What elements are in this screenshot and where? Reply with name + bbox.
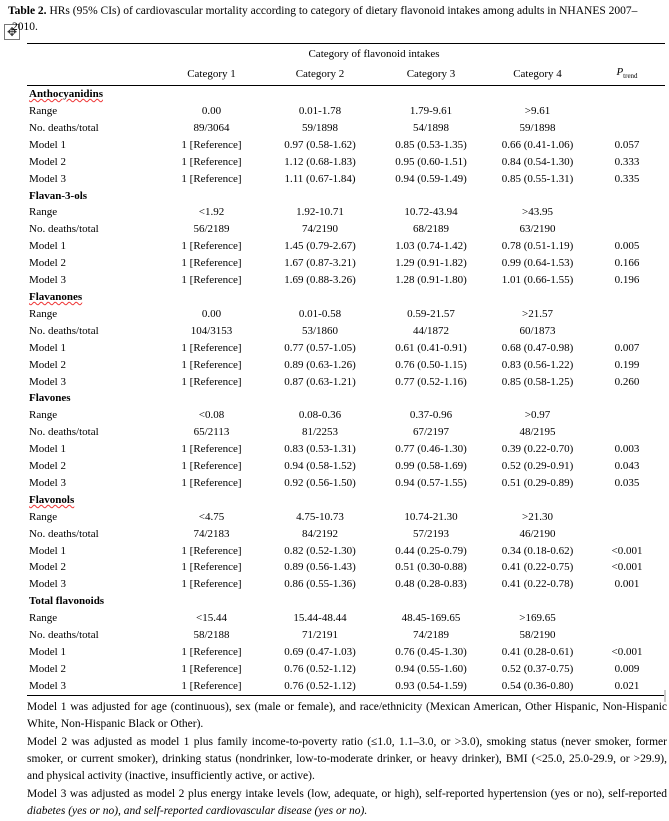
row-label: Model 2 <box>29 358 66 371</box>
flavonoid-hr-table <box>27 43 665 696</box>
row-label: Model 2 <box>29 662 66 675</box>
row-label: Model 1 <box>29 443 66 456</box>
table-row <box>27 441 665 458</box>
row-label: Model 3 <box>29 476 66 489</box>
cell-category-1: 1 [Reference] <box>181 646 242 658</box>
cell-category-2: 4.75-10.73 <box>296 510 344 523</box>
cell-category-4: >21.30 <box>522 510 553 523</box>
table-row <box>27 407 665 424</box>
cell-category-2: 0.87 (0.63-1.21) <box>284 375 356 388</box>
cell-category-2: 0.92 (0.56-1.50) <box>284 476 356 489</box>
cell-category-4: 48/2195 <box>519 426 556 439</box>
cell-p-trend <box>589 221 665 238</box>
cell-category-2: 74/2190 <box>301 223 339 236</box>
table-row <box>27 610 665 627</box>
cell-category-3: 74/2189 <box>412 629 450 642</box>
row-label: Model 3 <box>27 678 159 695</box>
cell-category-2: 0.83 (0.53-1.31) <box>284 443 356 456</box>
cell-category-4: >0.97 <box>524 409 551 422</box>
table-row <box>27 306 665 323</box>
table-row <box>27 509 665 526</box>
cell-category-2: 0.76 (0.52-1.12) <box>264 678 376 695</box>
table-row <box>27 221 665 238</box>
cell-category-4: 60/1873 <box>519 324 556 337</box>
cell-p-trend <box>589 407 665 424</box>
cell-category-1: 1 [Reference] <box>159 678 264 695</box>
cell-category-4: 59/1898 <box>519 121 556 134</box>
row-label: No. deaths/total <box>29 223 99 236</box>
cell-category-3: 68/2189 <box>412 223 450 236</box>
table-row <box>27 526 665 543</box>
cell-p-trend: 0.057 <box>614 138 640 151</box>
group-name: Flavanones <box>29 290 83 303</box>
cell-category-2: 0.08-0.36 <box>298 409 342 422</box>
cell-category-4: 1.01 (0.66-1.55) <box>501 274 574 287</box>
spanning-header: Category of flavonoid intakes <box>159 44 589 65</box>
row-label: Model 3 <box>29 172 66 185</box>
cell-category-3: 0.94 (0.55-1.60) <box>395 662 467 675</box>
row-label: Range <box>29 409 58 422</box>
cell-category-2: 0.76 (0.52-1.12) <box>284 662 356 675</box>
table-row <box>27 255 665 272</box>
cell-category-1: 1 [Reference] <box>181 341 242 354</box>
p-trend-label: P <box>616 66 624 78</box>
cell-p-trend <box>589 103 665 120</box>
cell-category-1: 89/3064 <box>193 121 230 134</box>
cell-category-1: <15.44 <box>196 612 227 625</box>
cell-category-1: 1 [Reference] <box>181 476 242 489</box>
cell-category-2: 1.12 (0.68-1.83) <box>284 155 356 168</box>
row-label: Model 2 <box>29 561 66 574</box>
group-name: Flavones <box>29 392 71 405</box>
cell-category-3: 48.45-169.65 <box>401 612 461 625</box>
cell-p-trend: 0.335 <box>614 172 640 185</box>
cell-category-3: 67/2197 <box>412 426 450 439</box>
table-row <box>27 272 665 289</box>
group-row <box>27 492 665 509</box>
cell-category-3: 0.94 (0.57-1.55) <box>395 476 467 489</box>
table-move-handle-icon[interactable]: ✥ <box>4 24 20 40</box>
cell-category-3: 0.76 (0.45-1.30) <box>395 646 467 658</box>
cell-category-2: 0.82 (0.52-1.30) <box>284 544 356 557</box>
cell-category-3: 0.61 (0.41-0.91) <box>395 341 467 354</box>
group-row <box>27 188 665 205</box>
cell-category-4: >169.65 <box>519 612 556 625</box>
cell-category-4: 0.41 (0.22-0.75) <box>501 561 574 574</box>
cell-p-trend: 0.007 <box>614 341 640 354</box>
cell-category-3: 0.77 (0.46-1.30) <box>395 443 467 456</box>
cell-category-4: 0.78 (0.51-1.19) <box>501 240 574 253</box>
row-label: Model 1 <box>29 341 66 354</box>
cell-category-3: 1.79-9.61 <box>409 105 453 117</box>
cell-category-3: 44/1872 <box>412 324 450 337</box>
cell-category-1: 1 [Reference] <box>181 257 242 270</box>
cell-category-1: 74/2183 <box>193 527 230 540</box>
cell-category-1: 1 [Reference] <box>181 240 242 253</box>
cell-category-1: 1 [Reference] <box>181 138 242 151</box>
column-header-category-1: Category 1 <box>159 64 264 86</box>
footnote-model-2: Model 2 was adjusted as model 1 plus family income-to-poverty ratio (≤1.0, 1.1–3.0, or >3.0), smoking status (never smoker, former smoker, or current smoker), drinking status (nondrinker, low-to-moderate drinker, or heavy drinker), BMI (<25.0, 25.0-29.9, or >29.9), and physical activity (inactive, insufficiently active, or active). <box>27 736 667 782</box>
cell-category-3: 10.72-43.94 <box>404 206 458 219</box>
cell-category-4: 0.84 (0.54-1.30) <box>501 155 574 168</box>
cell-category-2: 84/2192 <box>301 527 339 540</box>
cell-p-trend: 0.333 <box>614 155 640 168</box>
cell-p-trend: 0.035 <box>614 476 640 489</box>
table-row <box>27 543 665 560</box>
cell-p-trend: 0.021 <box>589 678 665 695</box>
row-label: No. deaths/total <box>29 527 99 540</box>
cell-p-trend: <0.001 <box>611 646 643 658</box>
group-row <box>27 289 665 306</box>
cell-category-2: 81/2253 <box>301 426 339 439</box>
cell-category-1: 1 [Reference] <box>181 578 242 591</box>
table-row <box>27 204 665 221</box>
row-label: Model 1 <box>29 646 66 658</box>
cell-category-4: 0.99 (0.64-1.53) <box>501 257 574 270</box>
row-label: No. deaths/total <box>29 629 99 642</box>
cell-category-3: 1.03 (0.74-1.42) <box>395 240 467 253</box>
cell-category-3: 0.93 (0.54-1.59) <box>376 678 486 695</box>
row-label: Model 2 <box>29 155 66 168</box>
cell-category-3: 1.29 (0.91-1.82) <box>395 257 467 270</box>
group-name: Anthocyanidins <box>29 88 103 101</box>
table-row <box>27 154 665 171</box>
caption-text: HRs (95% CIs) of cardiovascular mortality according to category of dietary flavonoid intakes among adults in NHANES 2007– <box>49 5 638 17</box>
table-row <box>27 340 665 357</box>
row-label: Range <box>29 612 58 625</box>
cell-category-1: 0.00 <box>201 105 222 117</box>
cell-category-2: 0.89 (0.56-1.43) <box>284 561 356 574</box>
table-row <box>27 357 665 374</box>
cell-category-1: 58/2188 <box>193 629 230 642</box>
cell-p-trend: 0.199 <box>614 358 640 371</box>
table-row <box>27 171 665 188</box>
group-name: Flavonols <box>29 493 75 506</box>
row-label: No. deaths/total <box>29 426 99 439</box>
cell-category-3: 0.77 (0.52-1.16) <box>395 375 467 388</box>
cell-category-2: 0.69 (0.47-1.03) <box>284 646 356 658</box>
table-row <box>27 424 665 441</box>
cell-p-trend: <0.001 <box>611 544 643 557</box>
cell-category-4: >21.57 <box>522 307 553 320</box>
row-label: Model 2 <box>29 257 66 270</box>
cell-category-1: 1 [Reference] <box>181 358 242 371</box>
cell-category-2: 0.77 (0.57-1.05) <box>284 341 356 354</box>
table-row <box>27 137 665 154</box>
cell-p-trend: 0.005 <box>614 240 640 253</box>
cell-p-trend <box>589 204 665 221</box>
cell-category-4: 0.83 (0.56-1.22) <box>501 358 574 371</box>
cell-category-3: 54/1898 <box>412 121 450 134</box>
cell-category-2: 1.11 (0.67-1.84) <box>284 172 356 185</box>
row-label: Model 1 <box>29 138 66 151</box>
header-row-spanning <box>27 44 665 65</box>
row-label: Range <box>29 105 58 117</box>
row-label: Model 1 <box>29 544 66 557</box>
cell-category-3: 0.44 (0.25-0.79) <box>395 544 467 557</box>
cell-category-4: 0.85 (0.58-1.25) <box>501 375 574 388</box>
cell-category-4: 58/2190 <box>519 629 556 642</box>
p-trend-subscript: trend <box>623 72 638 81</box>
cell-category-4: 0.52 (0.37-0.75) <box>501 662 574 675</box>
cell-category-4: >43.95 <box>522 206 553 219</box>
table-row <box>27 475 665 492</box>
table-row <box>27 644 665 661</box>
cell-p-trend: 0.166 <box>614 257 640 270</box>
cell-category-2: 1.45 (0.79-2.67) <box>284 240 356 253</box>
cell-category-4: 46/2190 <box>519 527 556 540</box>
cell-category-1: <0.08 <box>198 409 225 422</box>
table-row <box>27 238 665 255</box>
cell-p-trend <box>589 509 665 526</box>
cell-category-1: 1 [Reference] <box>181 662 242 675</box>
cell-category-2: 0.01-0.58 <box>298 307 342 320</box>
cell-category-3: 0.95 (0.60-1.51) <box>395 155 467 168</box>
cell-category-4: 0.41 (0.22-0.78) <box>501 578 574 591</box>
header-row-columns <box>27 64 665 86</box>
cell-category-4: 0.34 (0.18-0.62) <box>501 544 574 557</box>
row-label: Model 3 <box>29 375 66 388</box>
group-row <box>27 86 665 103</box>
cell-p-trend <box>589 424 665 441</box>
cell-category-2: 0.94 (0.58-1.52) <box>284 460 356 473</box>
table-row <box>27 576 665 593</box>
cell-category-1: 1 [Reference] <box>181 274 242 287</box>
row-label: Model 2 <box>29 460 66 473</box>
cell-category-4: >9.61 <box>524 105 551 117</box>
table-row <box>27 103 665 120</box>
group-row <box>27 390 665 407</box>
cell-category-1: <4.75 <box>198 510 225 523</box>
cell-category-1: 1 [Reference] <box>181 460 242 473</box>
cell-p-trend: 0.009 <box>614 662 640 675</box>
cell-category-2: 1.67 (0.87-3.21) <box>284 257 356 270</box>
cell-category-2: 0.89 (0.63-1.26) <box>284 358 356 371</box>
table-row <box>27 678 665 695</box>
table-row <box>27 120 665 137</box>
cell-p-trend: <0.001 <box>611 561 643 574</box>
caption-text-cont: 2010. <box>12 21 38 33</box>
cell-category-4: 0.85 (0.55-1.31) <box>501 172 574 185</box>
table-row <box>27 559 665 576</box>
cell-category-1: 1 [Reference] <box>181 443 242 456</box>
cell-category-1: 65/2113 <box>193 426 230 439</box>
footnote-model-3-text: Model 3 was adjusted as model 2 plus energy intake levels (low, adequate, or high), self-reported hypertension (yes or no), self-reported <box>27 788 667 800</box>
cell-category-1: 1 [Reference] <box>181 172 242 185</box>
cell-category-4: 63/2190 <box>519 223 556 236</box>
cell-category-4: 0.66 (0.41-1.06) <box>501 138 574 151</box>
cell-p-trend <box>589 627 665 644</box>
row-label: No. deaths/total <box>29 121 99 134</box>
cell-category-4: 0.51 (0.29-0.89) <box>501 476 574 489</box>
column-header-category-4: Category 4 <box>486 64 589 86</box>
cell-category-1: 1 [Reference] <box>181 155 242 168</box>
cell-category-3: 0.85 (0.53-1.35) <box>395 138 467 151</box>
footnote-model-1: Model 1 was adjusted for age (continuous), sex (male or female), and race/ethnicity (Mexican American, Other Hispanic, Non-Hispanic White, Non-Hispanic Black or Other). <box>27 701 667 730</box>
cell-category-2: 53/1860 <box>301 324 339 337</box>
cell-category-3: 0.51 (0.30-0.88) <box>395 561 467 574</box>
cell-category-3: 0.76 (0.50-1.15) <box>395 358 467 371</box>
cell-category-3: 0.99 (0.58-1.69) <box>395 460 467 473</box>
cell-category-4: 0.68 (0.47-0.98) <box>501 341 574 354</box>
table-row <box>27 323 665 340</box>
footnote-model-3-italic: diabetes (yes or no), and self-reported cardiovascular disease (yes or no). <box>27 805 368 817</box>
cell-category-3: 1.28 (0.91-1.80) <box>395 274 467 287</box>
row-label: Range <box>29 307 58 320</box>
cell-category-4: 0.39 (0.22-0.70) <box>501 443 574 456</box>
row-label: Range <box>29 510 58 523</box>
cell-p-trend <box>589 323 665 340</box>
cell-p-trend <box>589 306 665 323</box>
cell-category-1: <1.92 <box>198 206 225 219</box>
cell-category-4: 0.52 (0.29-0.91) <box>501 460 574 473</box>
cell-category-2: 1.69 (0.88-3.26) <box>284 274 356 287</box>
cell-category-3: 57/2193 <box>412 527 450 540</box>
column-header-category-2: Category 2 <box>264 64 376 86</box>
cell-category-2: 59/1898 <box>301 121 339 134</box>
cell-category-3: 0.94 (0.59-1.49) <box>395 172 467 185</box>
group-name: Total flavonoids <box>29 595 105 608</box>
cell-category-1: 1 [Reference] <box>181 561 242 574</box>
table-caption <box>8 3 666 35</box>
table-row <box>27 627 665 644</box>
cell-category-3: 0.48 (0.28-0.83) <box>395 578 467 591</box>
row-label: Model 3 <box>29 578 66 591</box>
row-label: Range <box>29 206 58 219</box>
cell-category-4: 0.41 (0.28-0.61) <box>501 646 574 658</box>
row-label: Model 1 <box>29 240 66 253</box>
cell-category-4: 0.54 (0.36-0.80) <box>486 678 589 695</box>
cell-category-2: 15.44-48.44 <box>293 612 347 625</box>
cell-p-trend <box>589 120 665 137</box>
group-name: Flavan-3-ols <box>29 189 88 202</box>
cell-category-3: 0.59-21.57 <box>407 307 455 320</box>
cell-category-1: 56/2189 <box>193 223 230 236</box>
cell-category-3: 0.37-0.96 <box>409 409 453 422</box>
cell-p-trend: 0.003 <box>614 443 640 456</box>
cell-category-1: 1 [Reference] <box>181 375 242 388</box>
cell-p-trend: 0.001 <box>614 578 640 591</box>
cell-category-3: 10.74-21.30 <box>404 510 458 523</box>
row-label: Model 3 <box>29 274 66 287</box>
cell-p-trend: 0.196 <box>614 274 640 287</box>
cell-category-2: 71/2191 <box>301 629 339 642</box>
cell-category-1: 1 [Reference] <box>181 544 242 557</box>
cell-category-2: 0.86 (0.55-1.36) <box>284 578 356 591</box>
column-header-p-trend <box>589 64 665 86</box>
table-row <box>27 661 665 678</box>
cell-p-trend <box>589 526 665 543</box>
caption-label: Table 2. <box>8 5 47 17</box>
table-row <box>27 374 665 391</box>
table-row <box>27 458 665 475</box>
cell-p-trend: 0.043 <box>614 460 640 473</box>
cell-category-2: 0.01-1.78 <box>298 105 342 117</box>
table-footnotes <box>27 699 667 821</box>
footnote-model-3 <box>27 786 667 820</box>
cell-category-2: 1.92-10.71 <box>296 206 344 219</box>
cell-category-1: 0.00 <box>201 307 222 320</box>
row-label: No. deaths/total <box>29 324 99 337</box>
cell-p-trend <box>589 610 665 627</box>
column-header-category-3: Category 3 <box>376 64 486 86</box>
group-row <box>27 593 665 610</box>
cell-category-1: 104/3153 <box>190 324 233 337</box>
cell-p-trend: 0.260 <box>614 375 640 388</box>
cell-category-2: 0.97 (0.58-1.62) <box>284 138 356 151</box>
